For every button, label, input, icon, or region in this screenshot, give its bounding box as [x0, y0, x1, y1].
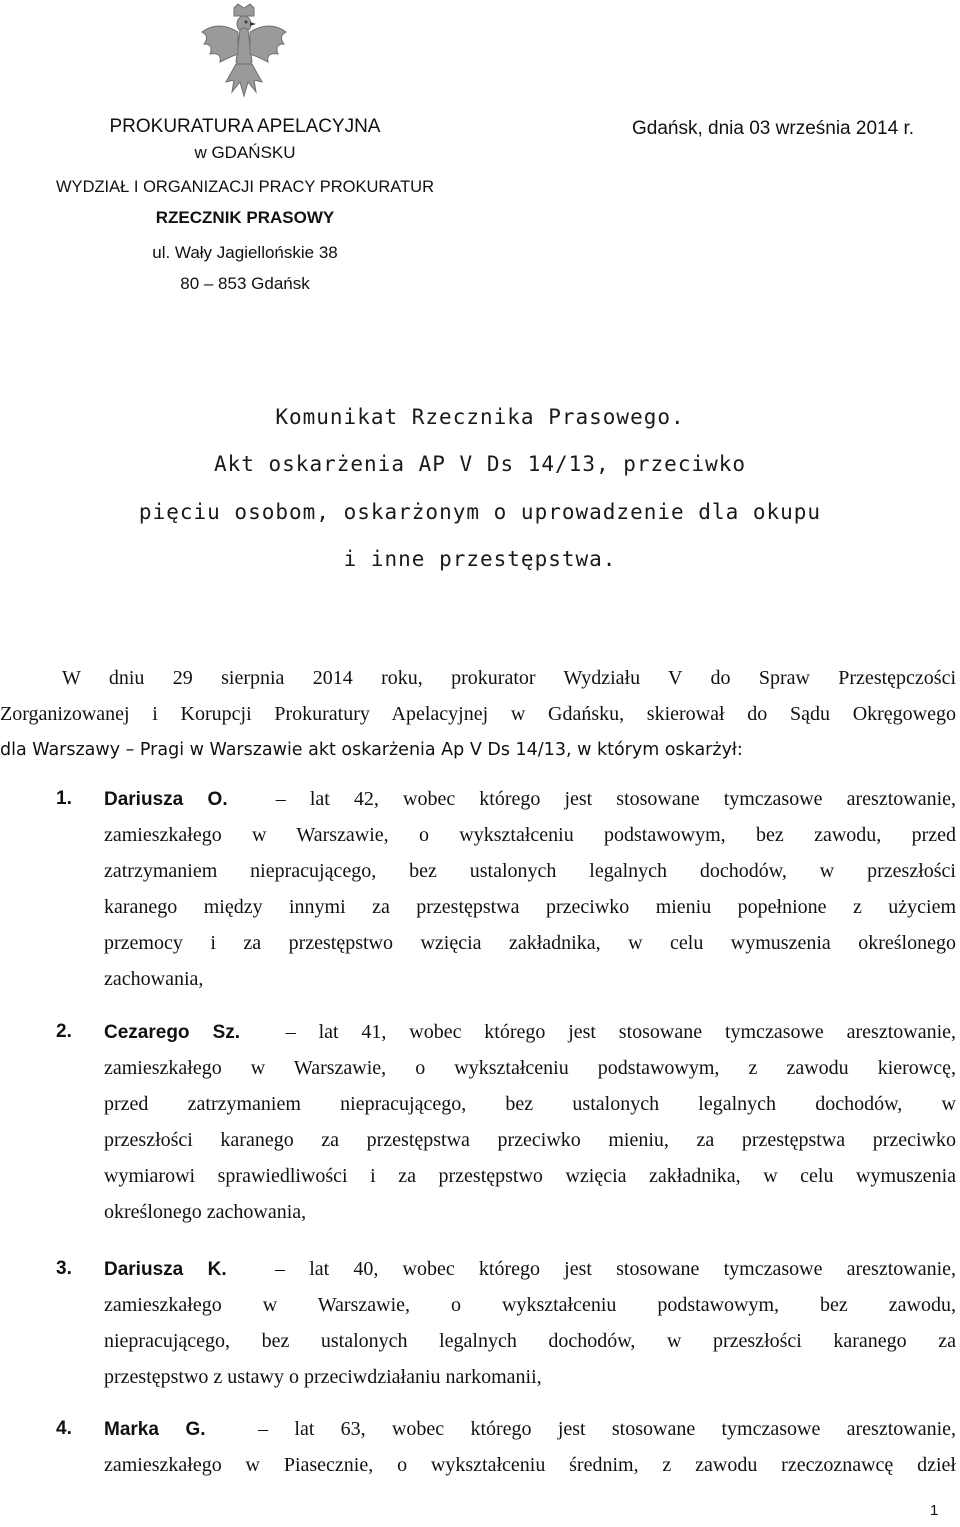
list-item: [0, 1250, 956, 1394]
spokesperson-title: RZECZNIK PRASOWY: [155, 208, 335, 227]
polish-eagle-emblem: [196, 2, 292, 102]
intro-line-1: W dniu 29 sierpnia 2014 roku, prokurator Wydziału V do Spraw Przestępczości: [62, 667, 956, 689]
item-line: przemocy i za przestępstwo wzięcia zakładnika, w celu wymuszenia określonego: [104, 932, 956, 954]
list-item: [0, 780, 956, 996]
item-line: – lat 40, wobec którego jest stosowane tymczasowe aresztowanie,: [275, 1258, 957, 1280]
accused-list-1: [0, 780, 956, 996]
accused-name: Cezarego Sz.: [104, 1022, 241, 1043]
department-name: WYDZIAŁ I ORGANIZACJI PRACY PROKURATUR: [55, 178, 435, 196]
intro-paragraph: [0, 660, 956, 768]
item-line: określonego zachowania,: [104, 1201, 307, 1223]
item-number: 3.: [56, 1258, 72, 1279]
item-number: 4.: [56, 1418, 72, 1439]
item-number: 1.: [56, 788, 72, 809]
list-item: [0, 1013, 956, 1229]
item-line: – lat 42, wobec którego jest stosowane tymczasowe aresztowanie,: [275, 788, 957, 810]
item-line: przeszłości karanego za przestępstwa przeciwko mieniu, za przestępstwa przeciwko: [104, 1129, 956, 1151]
item-number: 2.: [56, 1021, 72, 1042]
item-line: karanego między innymi za przestępstwa przeciwko mieniu popełnione z użyciem: [104, 896, 956, 918]
intro-line-2: Zorganizowanej i Korupcji Prokuratury Apelacyjnej w Gdańsku, skierował do Sądu Okręgowego: [0, 703, 956, 725]
title-line-2: Akt oskarżenia AP V Ds 14/13, przeciwko: [213, 452, 747, 476]
item-line: przed zatrzymaniem niepracującego, bez ustalonych legalnych dochodów, w: [104, 1093, 956, 1115]
accused-name: Dariusza K.: [104, 1259, 227, 1280]
item-line: zachowania,: [104, 968, 204, 990]
list-item: [0, 1410, 956, 1482]
title-line-1: Komunikat Rzecznika Prasowego.: [275, 405, 685, 429]
item-line: wymiarowi sprawiedliwości i za przestępstwo wzięcia zakładnika, w celu wymuszenia: [104, 1165, 956, 1187]
title-line-4: i inne przestępstwa.: [343, 547, 617, 571]
accused-list-4: [0, 1410, 956, 1482]
street-address: ul. Wały Jagiellońskie 38: [152, 243, 338, 262]
document-date: Gdańsk, dnia 03 września 2014 r.: [632, 118, 915, 139]
title-line-3: pięciu osobom, oskarżonym o uprowadzenie dla okupu: [138, 500, 822, 524]
item-line: zamieszkałego w Piasecznie, o wykształceniu średnim, z zawodu rzeczoznawcę dzieł: [104, 1454, 956, 1476]
office-name: PROKURATURA APELACYJNA: [109, 116, 381, 137]
office-city: w GDAŃSKU: [194, 143, 296, 162]
accused-name: Dariusza O.: [104, 789, 228, 810]
item-line: zamieszkałego w Warszawie, o wykształceniu podstawowym, bez zawodu, przed: [104, 824, 956, 846]
item-line: przestępstwo z ustawy o przeciwdziałaniu narkomanii,: [104, 1366, 542, 1388]
accused-name: Marka G.: [104, 1419, 206, 1440]
postal-address: 80 – 853 Gdańsk: [180, 274, 310, 293]
item-line: zamieszkałego w Warszawie, o wykształceniu podstawowym, bez zawodu,: [104, 1294, 956, 1316]
page-number: 1: [930, 1502, 939, 1519]
item-line: – lat 41, wobec którego jest stosowane tymczasowe aresztowanie,: [285, 1021, 957, 1043]
item-line: zatrzymaniem niepracującego, bez ustalonych legalnych dochodów, w przeszłości: [104, 860, 956, 882]
item-line: zamieszkałego w Warszawie, o wykształceniu podstawowym, z zawodu kierowcę,: [104, 1057, 956, 1079]
accused-list-2: [0, 1013, 956, 1229]
intro-line-3: dla Warszawy – Pragi w Warszawie akt oskarżenia Ap V Ds 14/13, w którym oskarżył:: [0, 740, 743, 760]
item-line: – lat 63, wobec którego jest stosowane tymczasowe aresztowanie,: [258, 1418, 957, 1440]
item-line: niepracującego, bez ustalonych legalnych dochodów, w przeszłości karanego za: [104, 1330, 956, 1352]
accused-list-3: [0, 1250, 956, 1394]
